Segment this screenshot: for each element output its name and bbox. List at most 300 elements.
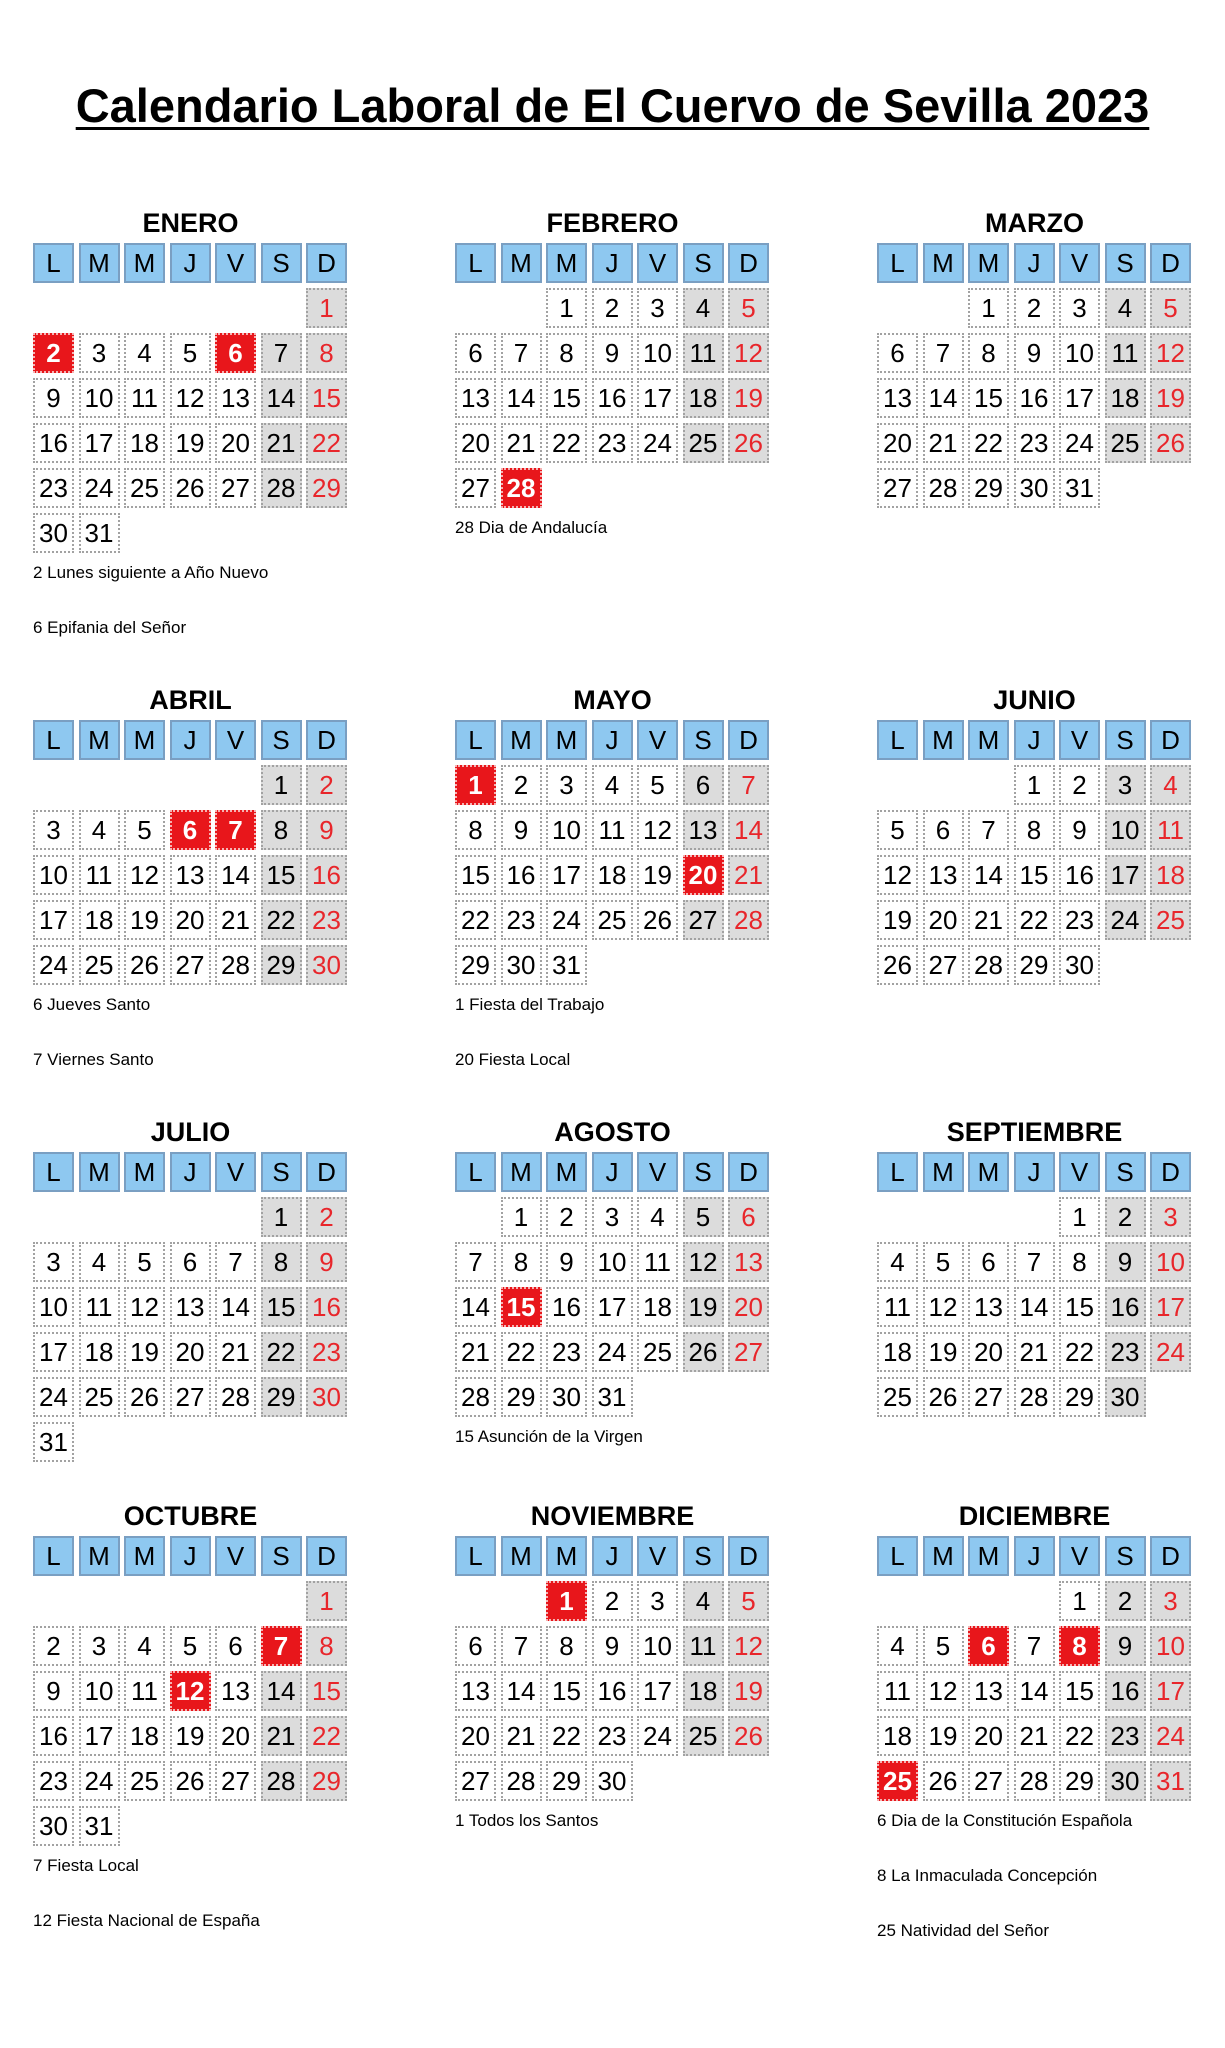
day-cell: 3 <box>637 1581 678 1621</box>
day-cell: 5 <box>124 1242 165 1282</box>
day-cell: 24 <box>637 1716 678 1756</box>
holiday-notes <box>877 1810 1207 1975</box>
weekday-header: S <box>261 243 302 283</box>
holiday-note: 25 Natividad del Señor <box>877 1921 1050 1940</box>
weekday-header: M <box>968 1536 1009 1576</box>
day-cell: 17 <box>1150 1287 1191 1327</box>
month-name: AGOSTO <box>554 1117 671 1147</box>
day-cell: 4 <box>1150 765 1191 805</box>
day-cell: 10 <box>1105 810 1146 850</box>
holiday-day-cell: 2 <box>33 333 74 373</box>
day-cell: 3 <box>79 333 120 373</box>
day-cell: 6 <box>968 1242 1009 1282</box>
day-cell: 18 <box>877 1716 918 1756</box>
day-cell: 28 <box>923 468 964 508</box>
day-cell: 26 <box>683 1332 724 1372</box>
day-cell: 21 <box>261 423 302 463</box>
weekday-header: J <box>1014 1536 1055 1576</box>
weekday-header: J <box>170 1536 211 1576</box>
day-cell: 30 <box>306 945 347 985</box>
holiday-notes <box>455 994 785 1104</box>
day-cell: 5 <box>923 1242 964 1282</box>
day-cell: 2 <box>306 1197 347 1237</box>
day-cell: 28 <box>215 1377 256 1417</box>
weekday-header: J <box>1014 720 1055 760</box>
weekday-header: J <box>170 720 211 760</box>
day-cell: 7 <box>261 333 302 373</box>
weekday-header: V <box>637 243 678 283</box>
day-cell: 27 <box>170 945 211 985</box>
day-cell: 4 <box>592 765 633 805</box>
day-cell: 7 <box>501 1626 542 1666</box>
day-cell: 9 <box>33 378 74 418</box>
day-cell: 13 <box>215 378 256 418</box>
day-cell: 27 <box>683 900 724 940</box>
day-cell: 10 <box>1150 1626 1191 1666</box>
holiday-note: 1 Fiesta del Trabajo <box>455 995 605 1014</box>
holiday-day-cell: 1 <box>455 765 496 805</box>
holiday-day-cell: 1 <box>546 1581 587 1621</box>
weekday-header: V <box>215 243 256 283</box>
day-cell: 29 <box>306 1761 347 1801</box>
day-cell: 11 <box>877 1287 918 1327</box>
holiday-note: 15 Asunción de la Virgen <box>455 1427 643 1446</box>
day-cell: 19 <box>683 1287 724 1327</box>
day-cell: 22 <box>546 423 587 463</box>
day-cell: 22 <box>1059 1716 1100 1756</box>
day-cell: 11 <box>1150 810 1191 850</box>
day-cell: 8 <box>261 1242 302 1282</box>
day-cell: 28 <box>728 900 769 940</box>
day-cell: 10 <box>79 378 120 418</box>
day-cell: 14 <box>215 855 256 895</box>
holiday-note: 6 Dia de la Constitución Española <box>877 1811 1133 1830</box>
day-cell: 2 <box>1059 765 1100 805</box>
weekday-header: V <box>637 1536 678 1576</box>
day-cell: 17 <box>637 378 678 418</box>
day-cell: 15 <box>455 855 496 895</box>
weekday-header: V <box>215 720 256 760</box>
day-cell: 26 <box>170 468 211 508</box>
weekday-header: D <box>306 720 347 760</box>
weekday-header: S <box>1105 1536 1146 1576</box>
day-cell: 11 <box>683 333 724 373</box>
month-name: DICIEMBRE <box>958 1501 1111 1531</box>
day-cell: 1 <box>968 288 1009 328</box>
day-cell: 20 <box>170 1332 211 1372</box>
weekday-header: M <box>546 1152 587 1192</box>
month-noviembre <box>455 1498 785 1865</box>
weekday-header: S <box>683 1536 724 1576</box>
day-cell: 25 <box>1105 423 1146 463</box>
day-cell: 16 <box>546 1287 587 1327</box>
day-cell: 9 <box>592 1626 633 1666</box>
weekday-header: M <box>546 1536 587 1576</box>
weekday-header: D <box>728 1152 769 1192</box>
day-cell: 2 <box>592 1581 633 1621</box>
day-cell: 4 <box>877 1242 918 1282</box>
day-cell: 27 <box>215 468 256 508</box>
day-cell: 9 <box>546 1242 587 1282</box>
day-cell: 16 <box>592 378 633 418</box>
day-cell: 29 <box>1059 1377 1100 1417</box>
day-cell: 16 <box>33 423 74 463</box>
holiday-note: 20 Fiesta Local <box>455 1050 571 1069</box>
day-cell: 25 <box>124 468 165 508</box>
month-grid <box>33 243 351 558</box>
day-cell: 26 <box>1150 423 1191 463</box>
weekday-header: V <box>215 1536 256 1576</box>
weekday-header: S <box>1105 243 1146 283</box>
day-cell: 9 <box>306 1242 347 1282</box>
weekday-header: D <box>306 1536 347 1576</box>
day-cell: 17 <box>1059 378 1100 418</box>
holiday-note: 7 Fiesta Local <box>33 1856 139 1875</box>
day-cell: 30 <box>1105 1761 1146 1801</box>
holiday-day-cell: 15 <box>501 1287 542 1327</box>
month-grid <box>33 720 351 990</box>
weekday-header: D <box>306 243 347 283</box>
day-cell: 25 <box>637 1332 678 1372</box>
day-cell: 29 <box>546 1761 587 1801</box>
day-cell: 26 <box>923 1377 964 1417</box>
day-cell: 3 <box>33 810 74 850</box>
day-cell: 4 <box>79 810 120 850</box>
day-cell: 18 <box>1150 855 1191 895</box>
holiday-note: 8 La Inmaculada Concepción <box>877 1866 1098 1885</box>
weekday-header: M <box>968 243 1009 283</box>
day-cell: 24 <box>79 468 120 508</box>
day-cell: 4 <box>877 1626 918 1666</box>
day-cell: 4 <box>124 1626 165 1666</box>
day-cell: 12 <box>170 378 211 418</box>
weekday-header: S <box>261 1536 302 1576</box>
day-cell: 13 <box>215 1671 256 1711</box>
weekday-header: L <box>877 1152 918 1192</box>
day-cell: 11 <box>592 810 633 850</box>
holiday-note: 12 Fiesta Nacional de España <box>33 1911 260 1930</box>
day-cell: 7 <box>1014 1242 1055 1282</box>
day-cell: 19 <box>170 423 211 463</box>
day-cell: 13 <box>683 810 724 850</box>
day-cell: 22 <box>1059 1332 1100 1372</box>
day-cell: 11 <box>637 1242 678 1282</box>
day-cell: 29 <box>261 1377 302 1417</box>
month-grid <box>455 1536 773 1806</box>
day-cell: 29 <box>455 945 496 985</box>
day-cell: 24 <box>1150 1716 1191 1756</box>
day-cell: 5 <box>877 810 918 850</box>
day-cell: 20 <box>215 1716 256 1756</box>
day-cell: 16 <box>1059 855 1100 895</box>
day-cell: 8 <box>261 810 302 850</box>
day-cell: 15 <box>261 855 302 895</box>
month-name: FEBRERO <box>546 208 679 238</box>
day-cell: 23 <box>592 423 633 463</box>
day-cell: 11 <box>1105 333 1146 373</box>
day-cell: 15 <box>306 378 347 418</box>
weekday-header: L <box>33 720 74 760</box>
day-cell: 27 <box>923 945 964 985</box>
day-cell: 17 <box>1150 1671 1191 1711</box>
day-cell: 28 <box>215 945 256 985</box>
day-cell: 4 <box>1105 288 1146 328</box>
weekday-header: M <box>124 1152 165 1192</box>
day-cell: 16 <box>306 855 347 895</box>
day-cell: 18 <box>683 1671 724 1711</box>
day-cell: 24 <box>79 1761 120 1801</box>
day-cell: 20 <box>728 1287 769 1327</box>
weekday-header: M <box>79 1152 120 1192</box>
day-cell: 18 <box>124 423 165 463</box>
month-abril <box>33 682 363 1104</box>
day-cell: 23 <box>1105 1716 1146 1756</box>
day-cell: 8 <box>501 1242 542 1282</box>
day-cell: 24 <box>546 900 587 940</box>
day-cell: 28 <box>455 1377 496 1417</box>
day-cell: 8 <box>1014 810 1055 850</box>
day-cell: 19 <box>728 1671 769 1711</box>
day-cell: 22 <box>261 1332 302 1372</box>
day-cell: 10 <box>637 333 678 373</box>
day-cell: 25 <box>79 1377 120 1417</box>
weekday-header: J <box>170 243 211 283</box>
day-cell: 19 <box>923 1332 964 1372</box>
month-grid <box>877 243 1195 513</box>
day-cell: 17 <box>546 855 587 895</box>
holiday-note: 7 Viernes Santo <box>33 1050 154 1069</box>
day-cell: 15 <box>261 1287 302 1327</box>
day-cell: 2 <box>592 288 633 328</box>
weekday-header: J <box>592 720 633 760</box>
day-cell: 27 <box>455 1761 496 1801</box>
day-cell: 19 <box>637 855 678 895</box>
day-cell: 5 <box>637 765 678 805</box>
day-cell: 11 <box>683 1626 724 1666</box>
weekday-header: M <box>124 1536 165 1576</box>
day-cell: 26 <box>923 1761 964 1801</box>
day-cell: 15 <box>1059 1671 1100 1711</box>
weekday-header: M <box>501 243 542 283</box>
day-cell: 28 <box>1014 1377 1055 1417</box>
day-cell: 1 <box>546 288 587 328</box>
day-cell: 16 <box>33 1716 74 1756</box>
day-cell: 20 <box>455 1716 496 1756</box>
month-enero <box>33 205 363 672</box>
day-cell: 2 <box>1105 1581 1146 1621</box>
day-cell: 14 <box>215 1287 256 1327</box>
day-cell: 27 <box>968 1377 1009 1417</box>
day-cell: 11 <box>79 1287 120 1327</box>
day-cell: 16 <box>1105 1671 1146 1711</box>
weekday-header: L <box>33 1152 74 1192</box>
weekday-header: L <box>455 720 496 760</box>
day-cell: 11 <box>124 1671 165 1711</box>
month-septiembre <box>877 1114 1207 1426</box>
day-cell: 3 <box>1150 1581 1191 1621</box>
day-cell: 28 <box>1014 1761 1055 1801</box>
day-cell: 11 <box>79 855 120 895</box>
day-cell: 28 <box>261 1761 302 1801</box>
weekday-header: M <box>968 720 1009 760</box>
day-cell: 1 <box>261 765 302 805</box>
day-cell: 26 <box>728 423 769 463</box>
day-cell: 28 <box>968 945 1009 985</box>
day-cell: 14 <box>968 855 1009 895</box>
weekday-header: J <box>592 1152 633 1192</box>
day-cell: 8 <box>546 1626 587 1666</box>
day-cell: 2 <box>501 765 542 805</box>
day-cell: 2 <box>33 1626 74 1666</box>
month-agosto <box>455 1114 785 1481</box>
holiday-day-cell: 28 <box>501 468 542 508</box>
day-cell: 21 <box>923 423 964 463</box>
day-cell: 29 <box>501 1377 542 1417</box>
holiday-note: 6 Jueves Santo <box>33 995 151 1014</box>
day-cell: 4 <box>124 333 165 373</box>
day-cell: 14 <box>261 378 302 418</box>
day-cell: 21 <box>728 855 769 895</box>
day-cell: 15 <box>968 378 1009 418</box>
weekday-header: L <box>455 1536 496 1576</box>
day-cell: 31 <box>79 513 120 553</box>
day-cell: 7 <box>1014 1626 1055 1666</box>
day-cell: 18 <box>592 855 633 895</box>
day-cell: 14 <box>1014 1287 1055 1327</box>
weekday-header: J <box>1014 1152 1055 1192</box>
weekday-header: S <box>261 1152 302 1192</box>
month-grid <box>877 1536 1195 1806</box>
day-cell: 25 <box>1150 900 1191 940</box>
holiday-notes <box>33 994 363 1104</box>
day-cell: 15 <box>546 378 587 418</box>
day-cell: 24 <box>1105 900 1146 940</box>
holiday-notes <box>455 517 785 572</box>
weekday-header: S <box>683 720 724 760</box>
day-cell: 22 <box>306 423 347 463</box>
month-grid <box>455 1152 773 1422</box>
day-cell: 9 <box>306 810 347 850</box>
day-cell: 30 <box>33 513 74 553</box>
day-cell: 30 <box>1014 468 1055 508</box>
month-name: SEPTIEMBRE <box>946 1117 1123 1147</box>
day-cell: 20 <box>215 423 256 463</box>
day-cell: 27 <box>728 1332 769 1372</box>
day-cell: 29 <box>968 468 1009 508</box>
day-cell: 26 <box>170 1761 211 1801</box>
weekday-header: D <box>1150 720 1191 760</box>
weekday-header: M <box>124 243 165 283</box>
weekday-header: V <box>1059 243 1100 283</box>
weekday-header: L <box>33 1536 74 1576</box>
day-cell: 13 <box>455 378 496 418</box>
holiday-day-cell: 8 <box>1059 1626 1100 1666</box>
day-cell: 9 <box>1105 1626 1146 1666</box>
weekday-header: L <box>877 720 918 760</box>
day-cell: 8 <box>306 1626 347 1666</box>
day-cell: 6 <box>923 810 964 850</box>
day-cell: 14 <box>261 1671 302 1711</box>
day-cell: 12 <box>683 1242 724 1282</box>
day-cell: 19 <box>124 1332 165 1372</box>
day-cell: 1 <box>1014 765 1055 805</box>
weekday-header: M <box>923 1152 964 1192</box>
day-cell: 22 <box>546 1716 587 1756</box>
day-cell: 25 <box>592 900 633 940</box>
day-cell: 21 <box>501 423 542 463</box>
day-cell: 23 <box>33 1761 74 1801</box>
day-cell: 24 <box>592 1332 633 1372</box>
day-cell: 14 <box>728 810 769 850</box>
day-cell: 5 <box>170 333 211 373</box>
day-cell: 4 <box>683 288 724 328</box>
weekday-header: D <box>1150 1152 1191 1192</box>
day-cell: 23 <box>1105 1332 1146 1372</box>
day-cell: 20 <box>968 1716 1009 1756</box>
day-cell: 15 <box>546 1671 587 1711</box>
holiday-notes <box>455 1810 785 1865</box>
day-cell: 27 <box>968 1761 1009 1801</box>
day-cell: 11 <box>877 1671 918 1711</box>
weekday-header: S <box>261 720 302 760</box>
holiday-day-cell: 7 <box>261 1626 302 1666</box>
day-cell: 14 <box>923 378 964 418</box>
holiday-note: 2 Lunes siguiente a Año Nuevo <box>33 563 269 582</box>
day-cell: 8 <box>1059 1242 1100 1282</box>
month-grid <box>877 720 1195 990</box>
weekday-header: M <box>501 720 542 760</box>
day-cell: 24 <box>33 945 74 985</box>
month-name: MARZO <box>985 208 1084 238</box>
day-cell: 19 <box>1150 378 1191 418</box>
day-cell: 22 <box>1014 900 1055 940</box>
day-cell: 5 <box>728 288 769 328</box>
day-cell: 25 <box>124 1761 165 1801</box>
weekday-header: M <box>124 720 165 760</box>
day-cell: 10 <box>79 1671 120 1711</box>
day-cell: 6 <box>455 333 496 373</box>
day-cell: 29 <box>1059 1761 1100 1801</box>
day-cell: 30 <box>1105 1377 1146 1417</box>
holiday-notes <box>33 562 363 672</box>
day-cell: 31 <box>1059 468 1100 508</box>
day-cell: 26 <box>124 945 165 985</box>
day-cell: 11 <box>124 378 165 418</box>
day-cell: 28 <box>501 1761 542 1801</box>
day-cell: 13 <box>968 1671 1009 1711</box>
day-cell: 3 <box>79 1626 120 1666</box>
day-cell: 21 <box>261 1716 302 1756</box>
day-cell: 16 <box>592 1671 633 1711</box>
day-cell: 9 <box>1105 1242 1146 1282</box>
day-cell: 18 <box>124 1716 165 1756</box>
day-cell: 3 <box>1150 1197 1191 1237</box>
day-cell: 23 <box>592 1716 633 1756</box>
month-diciembre <box>877 1498 1207 1975</box>
day-cell: 21 <box>501 1716 542 1756</box>
month-grid <box>33 1536 351 1851</box>
day-cell: 31 <box>79 1806 120 1846</box>
day-cell: 19 <box>124 900 165 940</box>
day-cell: 2 <box>1014 288 1055 328</box>
weekday-header: L <box>455 1152 496 1192</box>
day-cell: 30 <box>1059 945 1100 985</box>
day-cell: 30 <box>546 1377 587 1417</box>
day-cell: 5 <box>124 810 165 850</box>
day-cell: 31 <box>33 1422 74 1462</box>
holiday-note: 6 Epifania del Señor <box>33 618 187 637</box>
day-cell: 15 <box>306 1671 347 1711</box>
